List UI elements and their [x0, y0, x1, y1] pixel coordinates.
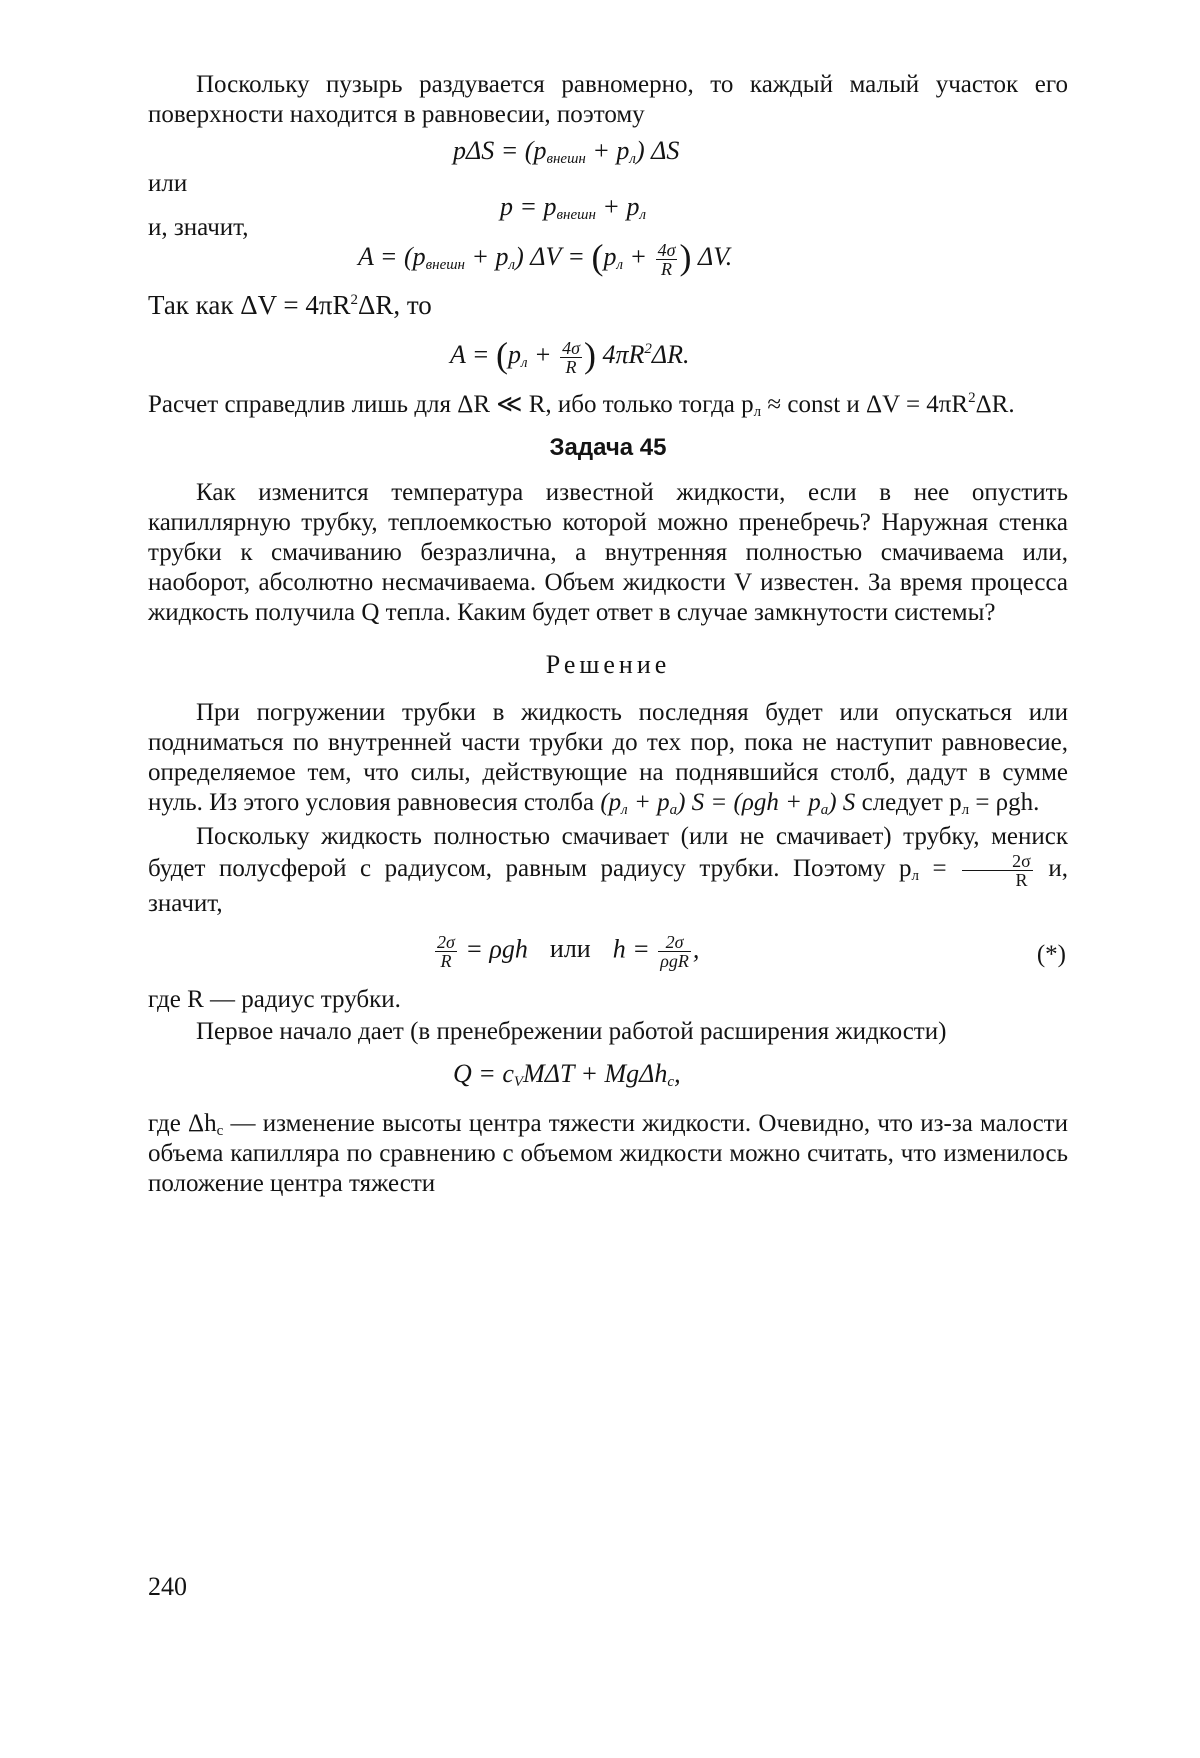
problem-title: Задача 45 [549, 434, 667, 461]
word-so: и, значит, [148, 214, 249, 241]
page-body [148, 70, 1068, 1199]
solution-title: Решение [545, 650, 671, 679]
validity-note: Расчет справедлив лишь для ΔR ≪ R, ибо только тогда $p_л$ ≈ const и $\Delta V = 4\pi R^2\Delta R$. [148, 390, 1015, 420]
equation-label: (*) [1036, 941, 1066, 968]
equation-height: $\frac{2\sigma}{R}$ = ρgh или h = $\frac{2\sigma}{\text{ρgR}}$ , (*) [437, 932, 1066, 971]
problem-statement: Как изменится температура известной жидкости, если в нее опустить капиллярную трубку, теплоемкостью которой можно пренебречь? Наружная стенка трубки к смачиванию безразлична, а внутренняя полностью смачиваема или, наоборот, абсолютно несмачиваема. Объем жидкости V известен. За время процесса жидкость получила Q тепла. Каким будет ответ в случае замкнутости системы? [148, 479, 1068, 626]
center-of-mass-paragraph: где $\Delta h_c$ — изменение высоты центра тяжести жидкости. Очевидно, что из-за малости объема капилляра по сравнению с объемом жидкости можно считать, что изменилось положение центра тяжести [148, 1110, 1068, 1197]
radius-definition: где R — радиус трубки. [148, 986, 401, 1013]
word-or: или [148, 170, 188, 197]
equation-pressure: или $p = p_{внешн} + p_л$ [148, 170, 647, 223]
solution-paragraph-2: Поскольку жидкость полностью смачивает (или не смачивает) трубку, мениск будет полусферой с радиусом, равным радиусу трубки. Поэтому $p_л$ = $\frac{2\sigma}{R}$ и, значит, [148, 823, 1068, 917]
equation-work-result: $A = (p_л$ + $\frac{4\sigma}{R}$ ) $4\pi R^2\Delta R$. [450, 335, 690, 377]
equation-force-balance: $p\Delta S = (p_{внешн} + p_л)$ ΔS [453, 136, 680, 167]
since-line: Так как $\Delta V = 4\pi R^2\Delta R$, то [148, 290, 432, 320]
first-law-intro: Первое начало дает (в пренебрежении работой расширения жидкости) [196, 1018, 947, 1045]
solution-paragraph-1: При погружении трубки в жидкость последняя будет или опускаться или подниматься по внутренней части трубки до тех пор, пока не наступит равновесие, определяемое тем, что силы, действующие на поднявшийся столб, дадут в сумме нуль. Из этого условия равновесия столба $(p_л + p_а) S = (\rho gh + p_а)$ S следует $p_л = \rho gh$. [148, 699, 1068, 818]
page-number: 240 [148, 1572, 187, 1601]
equation-first-law: $Q = c_VM\Delta T + Mg\Delta h_c$, [453, 1059, 681, 1090]
paragraph-bubble: Поскольку пузырь раздувается равномерно, то каждый малый участок его поверхности находится в равновесии, поэтому [148, 71, 1068, 128]
equation-work: и, значит, $A = (p_{внешн} + p_л) \Delta V = (p_л$ + $\frac{4\sigma}{R}$ ) ΔV. [148, 214, 733, 279]
